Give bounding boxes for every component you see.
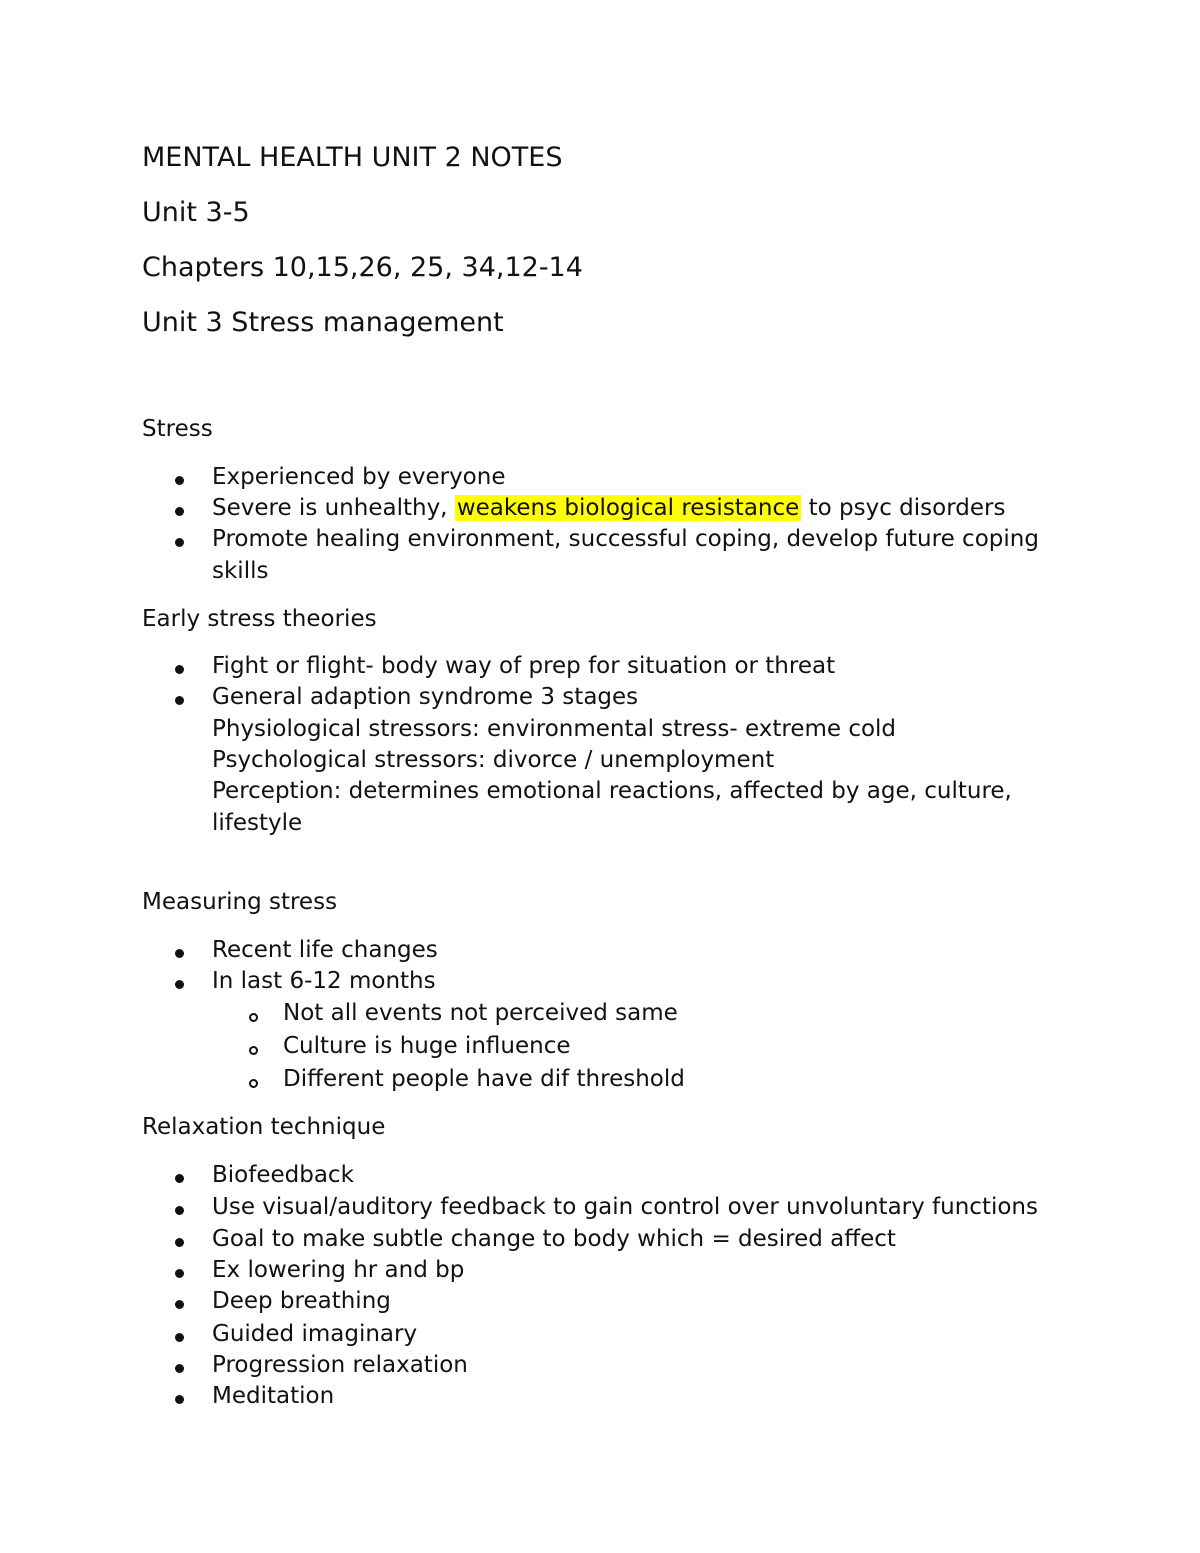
bullet-icon (175, 949, 184, 958)
bullet-icon (175, 1206, 184, 1215)
circle-bullet-icon (249, 1046, 258, 1055)
list-item: Ex lowering hr and bp (212, 1257, 465, 1283)
list-item: Deep breathing (212, 1288, 391, 1314)
bullet-icon (175, 1269, 184, 1278)
unit-heading: Unit 3 Stress management (142, 307, 504, 338)
circle-bullet-icon (249, 1013, 258, 1022)
bullet-icon (175, 1395, 184, 1404)
bullet-icon (175, 696, 184, 705)
list-item-continuation: skills (212, 558, 269, 584)
bullet-icon (175, 1174, 184, 1183)
bullet-icon (175, 1238, 184, 1247)
sub-list-item: Culture is huge influence (283, 1033, 571, 1059)
list-item: Experienced by everyone (212, 464, 506, 490)
bullet-icon (175, 538, 184, 547)
chapters-line: Chapters 10,15,26, 25, 34,12-14 (142, 252, 583, 283)
list-item: Meditation (212, 1383, 335, 1409)
highlighted-text: weakens biological resistance (456, 495, 800, 521)
list-item-text: to psyc disorders (801, 495, 1006, 521)
section-heading-measuring-stress: Measuring stress (142, 889, 338, 915)
list-item (212, 493, 1005, 523)
section-heading-relaxation: Relaxation technique (142, 1114, 386, 1140)
bullet-icon (175, 1364, 184, 1373)
bullet-icon (175, 507, 184, 516)
sub-list-item: Not all events not perceived same (283, 1000, 678, 1026)
bullet-icon (175, 980, 184, 989)
list-item: General adaption syndrome 3 stages (212, 684, 639, 710)
list-item: Promote healing environment, successful coping, develop future coping (212, 526, 1039, 552)
bullet-icon (175, 1333, 184, 1342)
bullet-icon (175, 476, 184, 485)
circle-bullet-icon (249, 1079, 258, 1088)
section-heading-stress: Stress (142, 416, 213, 442)
list-item: Biofeedback (212, 1162, 354, 1188)
list-item-continuation: Physiological stressors: environmental stress- extreme cold (212, 716, 897, 742)
list-item: Progression relaxation (212, 1352, 468, 1378)
document-title: MENTAL HEALTH UNIT 2 NOTES (142, 142, 563, 173)
bullet-icon (175, 665, 184, 674)
list-item: Use visual/auditory feedback to gain control over unvoluntary functions (212, 1194, 1038, 1220)
list-item: Goal to make subtle change to body which = desired affect (212, 1226, 896, 1252)
sub-list-item: Different people have dif threshold (283, 1066, 685, 1092)
list-item: Recent life changes (212, 937, 438, 963)
list-item-continuation: Psychological stressors: divorce / unemployment (212, 747, 775, 773)
list-item-continuation: Perception: determines emotional reactions, affected by age, culture, (212, 778, 1012, 804)
unit-range: Unit 3-5 (142, 197, 250, 228)
list-item-continuation: lifestyle (212, 810, 303, 836)
section-heading-early-theories: Early stress theories (142, 606, 377, 632)
list-item-text: Severe is unhealthy, (212, 495, 455, 521)
bullet-icon (175, 1300, 184, 1309)
list-item: Guided imaginary (212, 1321, 418, 1347)
list-item: Fight or flight- body way of prep for situation or threat (212, 653, 836, 679)
list-item: In last 6-12 months (212, 968, 436, 994)
